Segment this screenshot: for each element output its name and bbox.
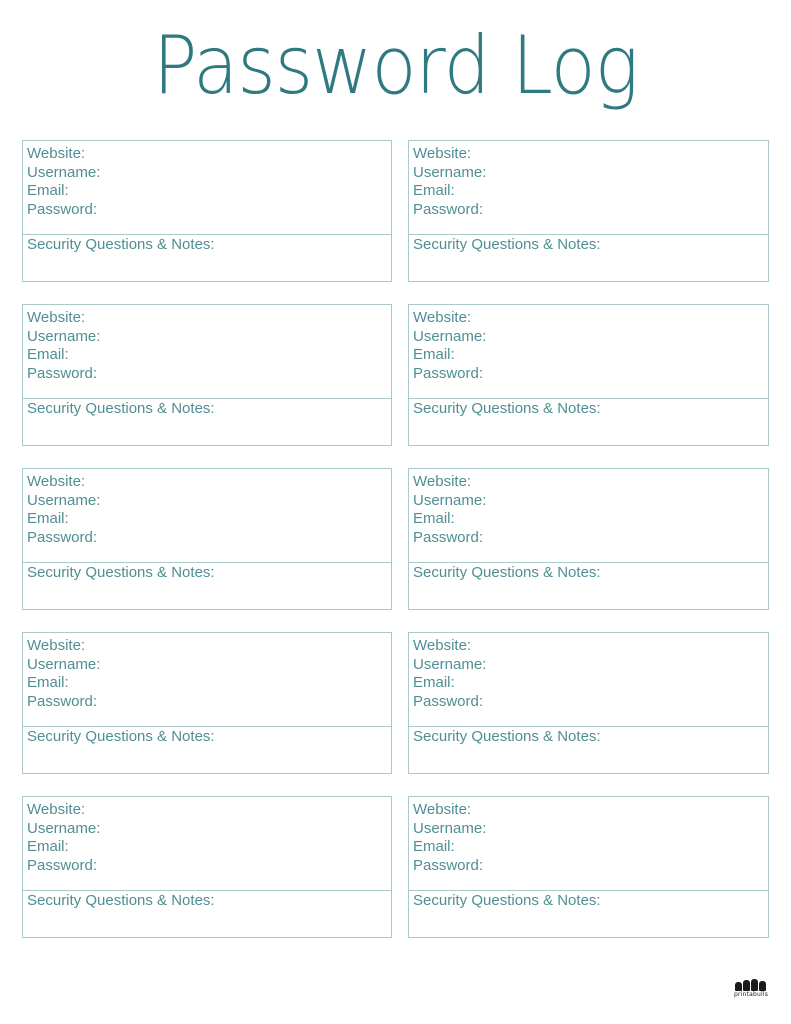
password-entry-card	[22, 140, 392, 282]
bull-logo-icon	[734, 976, 768, 991]
email-label[interactable]: Email:	[413, 346, 455, 364]
entry-fields	[23, 469, 391, 563]
website-label[interactable]: Website:	[27, 801, 86, 818]
entry-fields	[23, 305, 391, 399]
notes-label[interactable]: Security Questions & Notes:	[27, 728, 215, 745]
username-label[interactable]: Username:	[413, 655, 487, 673]
email-label[interactable]: Email:	[27, 182, 69, 200]
password-label[interactable]: Password:	[27, 529, 98, 547]
entry-notes	[23, 727, 391, 746]
entry-notes	[409, 563, 768, 582]
website-label[interactable]: Website:	[413, 801, 472, 818]
password-entry-card	[408, 304, 769, 446]
email-label[interactable]: Email:	[413, 182, 455, 200]
entry-notes	[409, 891, 768, 910]
password-entry-card	[22, 796, 392, 938]
password-entry-card	[408, 632, 769, 774]
password-entry-grid	[22, 140, 769, 938]
entry-fields	[23, 797, 391, 891]
email-label[interactable]: Email:	[27, 838, 69, 856]
notes-label[interactable]: Security Questions & Notes:	[413, 892, 601, 909]
website-label[interactable]: Website:	[413, 145, 472, 162]
password-entry-card	[408, 468, 769, 610]
website-label[interactable]: Website:	[27, 473, 86, 490]
email-label[interactable]: Email:	[27, 674, 69, 692]
notes-label[interactable]: Security Questions & Notes:	[413, 400, 601, 417]
username-label[interactable]: Username:	[27, 327, 101, 345]
website-label[interactable]: Website:	[413, 473, 472, 490]
entry-fields	[23, 141, 391, 235]
password-label[interactable]: Password:	[27, 693, 98, 711]
printabulls-logo	[731, 976, 771, 1004]
page-title: Password Log	[152, 19, 639, 112]
entry-notes	[23, 891, 391, 910]
password-entry-card	[22, 468, 392, 610]
entry-fields	[409, 797, 768, 891]
notes-label[interactable]: Security Questions & Notes:	[413, 728, 601, 745]
notes-label[interactable]: Security Questions & Notes:	[27, 400, 215, 417]
notes-label[interactable]: Security Questions & Notes:	[27, 892, 215, 909]
password-label[interactable]: Password:	[27, 365, 98, 383]
username-label[interactable]: Username:	[27, 819, 101, 837]
password-entry-card	[408, 796, 769, 938]
username-label[interactable]: Username:	[413, 327, 487, 345]
password-label[interactable]: Password:	[413, 529, 484, 547]
entry-notes	[23, 563, 391, 582]
email-label[interactable]: Email:	[413, 838, 455, 856]
username-label[interactable]: Username:	[27, 163, 101, 181]
entry-notes	[23, 399, 391, 418]
entry-notes	[23, 235, 391, 254]
notes-label[interactable]: Security Questions & Notes:	[27, 564, 215, 581]
entry-fields	[409, 141, 768, 235]
password-entry-card	[22, 304, 392, 446]
email-label[interactable]: Email:	[27, 510, 69, 528]
website-label[interactable]: Website:	[27, 637, 86, 654]
website-label[interactable]: Website:	[27, 309, 86, 326]
password-entry-card	[22, 632, 392, 774]
website-label[interactable]: Website:	[413, 309, 472, 326]
notes-label[interactable]: Security Questions & Notes:	[413, 564, 601, 581]
website-label[interactable]: Website:	[27, 145, 86, 162]
entry-notes	[409, 399, 768, 418]
entry-notes	[409, 727, 768, 746]
entry-fields	[409, 469, 768, 563]
entry-fields	[23, 633, 391, 727]
email-label[interactable]: Email:	[413, 674, 455, 692]
email-label[interactable]: Email:	[27, 346, 69, 364]
password-label[interactable]: Password:	[413, 857, 484, 875]
username-label[interactable]: Username:	[413, 163, 487, 181]
password-label[interactable]: Password:	[27, 201, 98, 219]
password-label[interactable]: Password:	[413, 365, 484, 383]
entry-fields	[409, 633, 768, 727]
email-label[interactable]: Email:	[413, 510, 455, 528]
username-label[interactable]: Username:	[27, 491, 101, 509]
notes-label[interactable]: Security Questions & Notes:	[27, 236, 215, 253]
username-label[interactable]: Username:	[27, 655, 101, 673]
password-label[interactable]: Password:	[27, 857, 98, 875]
website-label[interactable]: Website:	[413, 637, 472, 654]
logo-text: printabulls	[733, 991, 769, 998]
notes-label[interactable]: Security Questions & Notes:	[413, 236, 601, 253]
username-label[interactable]: Username:	[413, 491, 487, 509]
password-label[interactable]: Password:	[413, 201, 484, 219]
password-label[interactable]: Password:	[413, 693, 484, 711]
entry-fields	[409, 305, 768, 399]
password-entry-card	[408, 140, 769, 282]
entry-notes	[409, 235, 768, 254]
username-label[interactable]: Username:	[413, 819, 487, 837]
